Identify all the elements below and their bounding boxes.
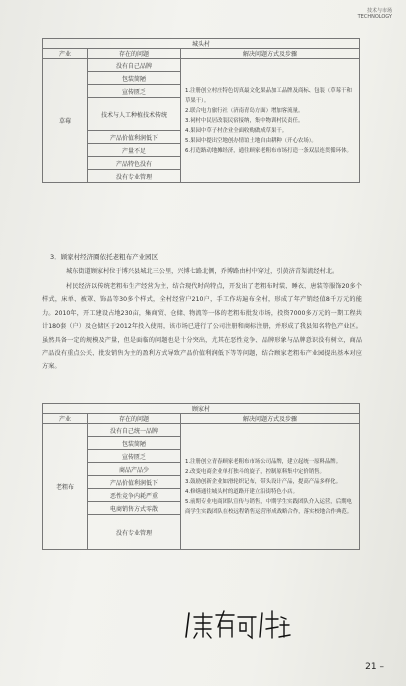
table-gujia — [42, 403, 360, 550]
problem-cell: 恶性竞争内耗严重 — [88, 489, 181, 502]
solution-item: 5.前期专业电商团队宣传与销售，中期学生实践团队介入运营，后期电商学生实践团队在校远程销售运营形成战略合作，落实校地合作典范。 — [185, 498, 353, 515]
header-subtitle: TECHNOLOGY — [357, 14, 392, 20]
problem-cell: 没有自己品牌 — [88, 59, 181, 72]
problem-cell: 产品特色没有 — [88, 157, 181, 170]
problem-cell: 包装简陋 — [88, 437, 181, 450]
problem-cell: 没有自己统一品牌 — [88, 424, 181, 437]
col-header-problem: 存在的问题 — [88, 49, 181, 59]
solution-cell — [181, 59, 360, 183]
problem-cell: 没有专业管理 — [88, 170, 181, 183]
col-header-solution: 解决问题方式及步骤 — [181, 414, 360, 424]
solution-item: 4.果园中草子村企业全面收购做成草果干。 — [185, 127, 288, 134]
paragraph: 城东街道顾家村位于博兴县城北三公里，兴博七路北侧，乔博路由村中穿过，引黄济青渠流经村北。 — [66, 268, 339, 275]
col-header-product: 产业 — [43, 414, 88, 424]
product-cell: 老粗布 — [43, 424, 88, 550]
col-header-solution: 解决问题方式及步骤 — [181, 49, 360, 59]
solution-cell — [181, 424, 360, 550]
problem-cell: 商品产品少 — [88, 463, 181, 476]
problem-cell: 产品价值利润低下 — [88, 131, 181, 144]
table-chengtou — [42, 38, 360, 183]
paragraph: 村民经济以传统老粗布生产经营为主，结合现代时尚特点，开发出了老粗布时装、睡衣、唐装等服饰20多个样式，床单、被罩、饰品等30多个样式，全村经营户210户，手工作坊遍布全村，形成了年产销经值8千万元的能力。2010年，开工建设占地230亩，集商贸、仓储、物流等一体的老粗布批发市场，投资7000多万元的一期工程共计180套（户）及仓储区于2012年投入使用，该市场已进行了公司注册和商标注册，并形成了我县知名特色产业区。虽然具备一定的规模及产量，但是面临的问题也是十分突出，尤其在恶性竞争、品牌形象与品牌意识没有树立，商品产品没有重点公关、批发销售为主的盈利方式导致产品价值利润低下等等问题，结合顾家老粗布产业园提出基本对应方案。 — [42, 283, 362, 371]
product-cell: 草莓 — [43, 59, 88, 183]
page-header — [358, 8, 392, 20]
solution-item: 1.注册创立村庄特色切真最文化果品加工品牌及商标、包装（草莓干和草果干）。 — [185, 87, 352, 104]
problem-cell: 宣传匮乏 — [88, 450, 181, 463]
solution-item: 5.果园中提出空地创办情谊土地自由耕种（开心农场）。 — [185, 137, 317, 144]
solution-item: 6.打造路动地摊经济，通往顾家老粗布市场打造一条双层连贯循环体。 — [185, 147, 352, 154]
solution-item: 3.鼓励创新企业如滑轮织记布，带头设计产品，提高产品多样化。 — [185, 478, 342, 485]
solution-item: 2.联合电力旅行社（济南青岛方面）增加客流量。 — [185, 107, 304, 114]
table-caption: 城头村 — [43, 39, 360, 49]
problem-cell: 产量不足 — [88, 144, 181, 157]
col-header-product: 产业 — [43, 49, 88, 59]
problem-cell: 产品价值利润低下 — [88, 476, 181, 489]
table-caption: 顾家村 — [43, 404, 360, 414]
page-number: 21 – — [365, 662, 384, 672]
solution-item: 3.祠村中民居改装民宿接纳，集中物训村民责任。 — [185, 117, 304, 124]
solution-item: 1.注册创立青春顾家老粗布市场公司品牌，建立起统一原料品牌。 — [185, 458, 342, 465]
problem-cell: 没有专业管理 — [88, 515, 181, 550]
problem-cell: 宣传匮乏 — [88, 85, 181, 98]
section-title: 3．顾家村经济圈依托老粗布产业园区 — [50, 253, 159, 261]
header-title: 技术与市场 — [366, 8, 392, 14]
problem-cell: 技术与人工种植技术传统 — [88, 98, 181, 131]
problem-cell: 电商销售方式零散 — [88, 502, 181, 515]
handwritten-signature — [182, 607, 292, 643]
problem-cell: 包装简陋 — [88, 72, 181, 85]
col-header-problem: 存在的问题 — [88, 414, 181, 424]
solution-item: 4.修缮通往城头村的道路开建立沿街特色小店。 — [185, 488, 298, 495]
solution-item: 2.改变电商企业单打独斗的旋子，控制原料集中定价销售。 — [185, 468, 325, 475]
